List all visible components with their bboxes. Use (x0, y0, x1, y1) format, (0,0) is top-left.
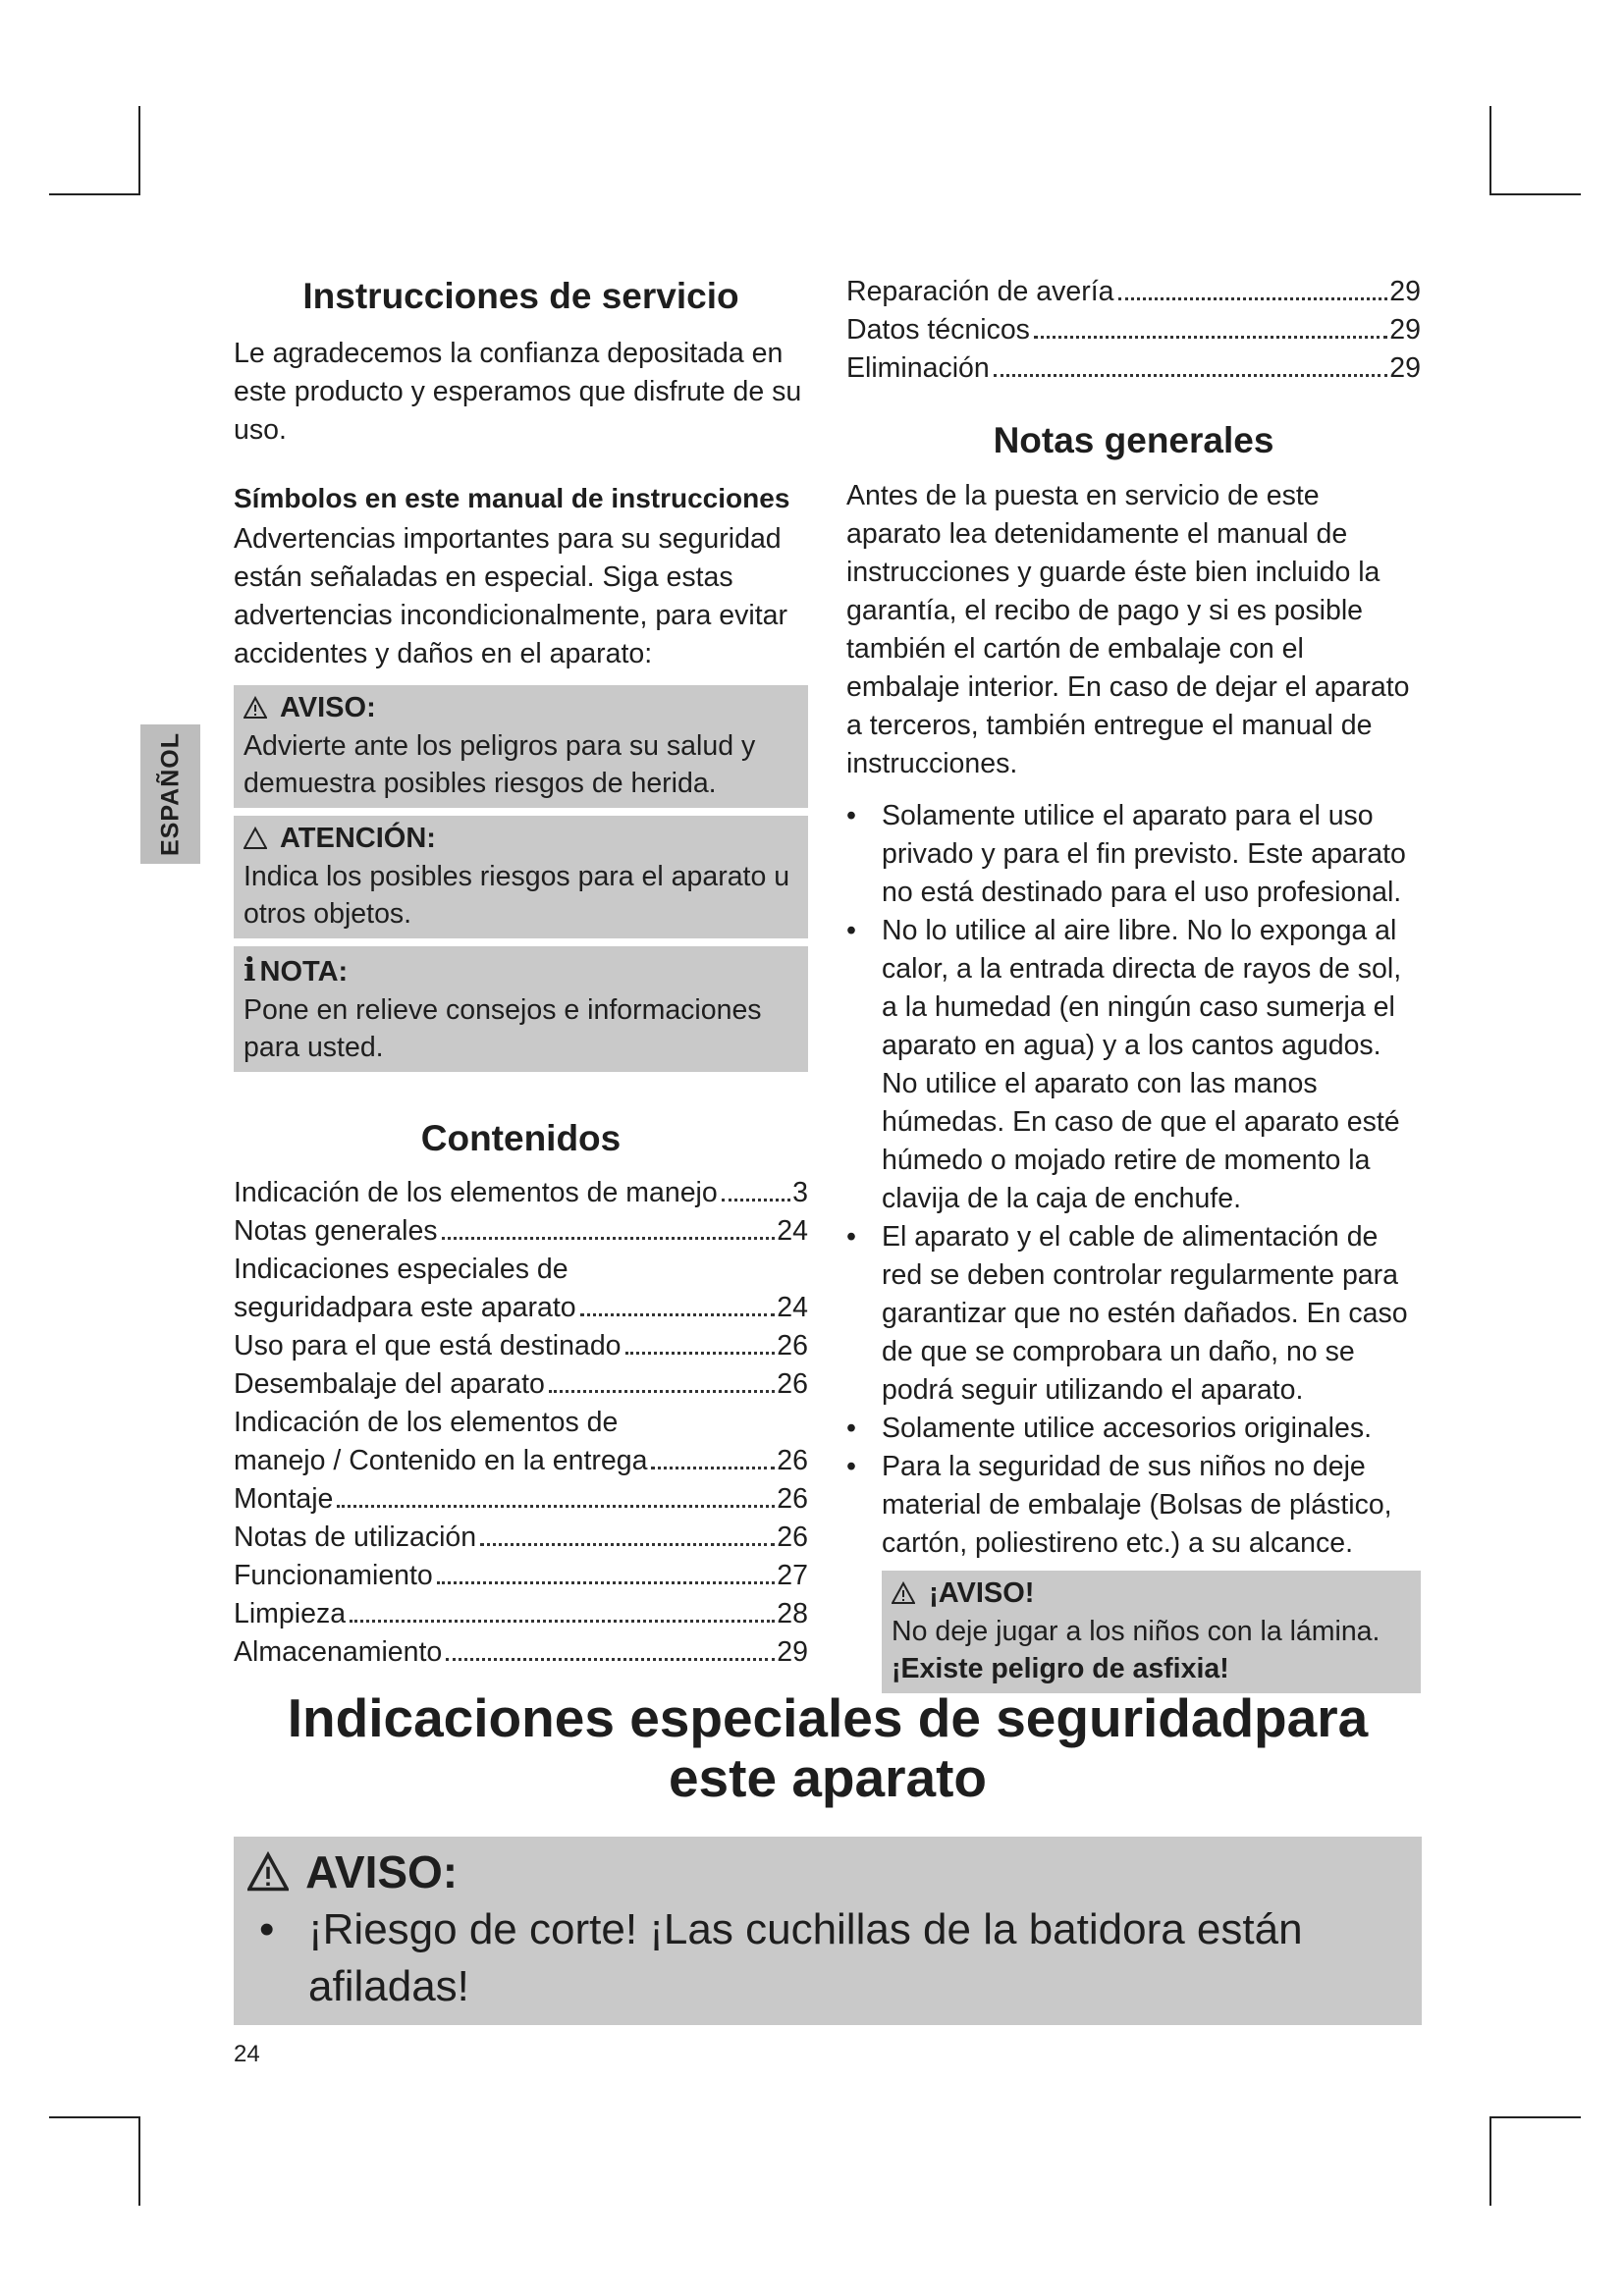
crop-mark-bl-v (138, 2116, 140, 2206)
contents-title: Contenidos (420, 1117, 622, 1158)
safety-title: Indicaciones especiales de seguridadpara este aparato (287, 1687, 1369, 1808)
toc-entry (234, 1557, 808, 1595)
toc-entry-label: Funcionamiento (234, 1560, 433, 1592)
toc-entry (234, 1365, 808, 1404)
toc-entry (234, 1289, 808, 1327)
aviso-box (234, 685, 808, 808)
table-of-contents (234, 1174, 808, 1672)
toc-entry-page: 29 (1389, 314, 1421, 346)
toc-entry-label: manejo / Contenido en la entrega (234, 1445, 648, 1477)
toc-entry-page: 26 (777, 1445, 808, 1477)
toc-leader-dots (994, 374, 1388, 377)
toc-leader-dots (722, 1199, 790, 1201)
toc-entry (846, 273, 1421, 311)
page-number: 24 (234, 2041, 260, 2067)
toc-entry-page: 24 (777, 1292, 808, 1324)
crop-mark-tr-v (1489, 106, 1491, 195)
nota-box-text: Pone en relieve consejos e informaciones para usted. (244, 993, 762, 1063)
notes-bullet-list (846, 797, 1421, 1563)
notes-bullet-item: • Solamente utilice accesorios originales. (846, 1410, 1421, 1448)
toc-entry (234, 1327, 808, 1365)
safety-bullet: • ¡Riesgo de corte! ¡Las cuchillas de la batidora están afiladas! (247, 1901, 1410, 2015)
toc-entry-page: 26 (777, 1522, 808, 1554)
toc-entry-label: Indicaciones especiales de (234, 1254, 568, 1286)
notes-title: Notas generales (993, 420, 1274, 460)
toc-entry (234, 1595, 808, 1633)
toc-entry-page: 29 (777, 1636, 808, 1669)
crop-mark-br-v (1489, 2116, 1491, 2206)
toc-entry-label: Datos técnicos (846, 314, 1030, 346)
symbols-text: Advertencias importantes para su seguridad están señaladas en especial. Siga estas advertencias incondicionalmente, para evitar accidentes y daños en el aparato: (234, 522, 787, 669)
crop-mark-tl-v (138, 106, 140, 195)
toc-entry (234, 1174, 808, 1212)
child-warning-bold: ¡Existe peligro de asfixia! (892, 1652, 1229, 1684)
toc-entry-label: Eliminación (846, 352, 990, 384)
page-title: Instrucciones de servicio (302, 276, 739, 316)
toc-entry (846, 311, 1421, 349)
nota-box-title: i NOTA: (244, 949, 349, 988)
toc-entry-label: Notas de utilización (234, 1522, 477, 1554)
table-of-contents-continued (846, 273, 1421, 388)
toc-leader-dots (446, 1658, 775, 1661)
toc-leader-dots (442, 1237, 776, 1240)
toc-leader-dots (350, 1620, 775, 1623)
notes-bullet-item: • No lo utilice al aire libre. No lo exponga al calor, a la entrada directa de rayos de sol, a la humedad (en ningún caso sumerja el aparato en agua) y a los cantos agudos. No utilice el aparato con las manos húmedas. En caso de que el aparato esté húmedo o mojado retire de momento la clavija de la caja de enchufe. (846, 912, 1421, 1218)
toc-entry-label: Indicación de los elementos de (234, 1407, 619, 1439)
left-column (234, 277, 808, 1672)
symbols-heading: Símbolos en este manual de instrucciones (234, 482, 790, 513)
toc-entry-page: 24 (777, 1215, 808, 1248)
child-warning-text: No deje jugar a los niños con la lámina. ¡Existe peligro de asfixia! (892, 1615, 1380, 1684)
toc-leader-dots (1034, 336, 1387, 339)
warning-triangle-icon (247, 1851, 289, 1893)
toc-entry-page: 27 (777, 1560, 808, 1592)
toc-leader-dots (437, 1581, 776, 1584)
toc-entry-label: Desembalaje del aparato (234, 1368, 545, 1401)
notes-bullet-item: • Para la seguridad de sus niños no deje material de embalaje (Bolsas de plástico, cartón, poliestireno etc.) a su alcance. (846, 1448, 1421, 1563)
child-warning-title: ¡AVISO! (892, 1575, 1411, 1613)
safety-section (234, 1688, 1422, 2025)
crop-mark-bl-h (49, 2116, 140, 2118)
toc-entry-label: Montaje (234, 1483, 334, 1516)
toc-leader-dots (1118, 297, 1388, 300)
info-icon: i (244, 949, 256, 988)
toc-entry (234, 1519, 808, 1557)
toc-entry (234, 1633, 808, 1672)
toc-entry (234, 1251, 808, 1289)
atencion-box (234, 816, 808, 938)
notes-bullet-item: • El aparato y el cable de alimentación de red se deben controlar regularmente para garantizar que no estén dañados. En caso de que se comprobara un daño, no se podrá seguir utilizando el aparato. (846, 1218, 1421, 1410)
caution-triangle-icon (244, 827, 267, 850)
intro-text: Le agradecemos la confianza depositada en este producto y esperamos que disfrute de su uso. (234, 337, 802, 446)
child-warning-box (882, 1571, 1421, 1693)
toc-entry (234, 1442, 808, 1480)
language-tab (140, 724, 200, 864)
notes-bullet-item: • Solamente utilice el aparato para el uso privado y para el fin previsto. Este aparato no está destinado para el uso profesional. (846, 797, 1421, 912)
crop-mark-br-h (1489, 2116, 1581, 2118)
toc-entry-label: Limpieza (234, 1598, 347, 1630)
aviso-box-title: AVISO: (244, 689, 798, 727)
toc-entry-label: Indicación de los elementos de manejo (234, 1177, 718, 1209)
toc-leader-dots (651, 1467, 775, 1469)
toc-leader-dots (549, 1390, 775, 1393)
toc-entry-page: 26 (777, 1368, 808, 1401)
crop-mark-tr-h (1489, 193, 1581, 195)
right-column (846, 277, 1421, 1693)
crop-mark-tl-h (49, 193, 140, 195)
aviso-box-text: Advierte ante los peligros para su salud y demuestra posibles riesgos de herida. (244, 729, 756, 799)
toc-leader-dots (580, 1313, 776, 1316)
toc-leader-dots (337, 1505, 775, 1508)
notes-intro: Antes de la puesta en servicio de este aparato lea detenidamente el manual de instrucciones y guarde éste bien incluido la garantía, el recibo de pago y si es posible también el cartón de embalaje con el embalaje interior. En caso de dejar el aparato a terceros, también entregue el manual de instrucciones. (846, 479, 1410, 779)
toc-entry (846, 349, 1421, 388)
warning-triangle-icon (892, 1581, 915, 1605)
toc-entry (234, 1404, 808, 1442)
atencion-box-title: ATENCIÓN: (244, 820, 798, 858)
atencion-box-text: Indica los posibles riesgos para el aparato u otros objetos. (244, 860, 790, 930)
warning-triangle-icon (244, 696, 267, 720)
safety-aviso-title: AVISO: (247, 1842, 1410, 1901)
toc-entry-label: seguridadpara este aparato (234, 1292, 576, 1324)
toc-entry-label: Uso para el que está destinado (234, 1330, 622, 1362)
toc-entry-page: 28 (777, 1598, 808, 1630)
toc-entry (234, 1480, 808, 1519)
toc-entry (234, 1212, 808, 1251)
toc-leader-dots (625, 1352, 776, 1355)
toc-entry-label: Almacenamiento (234, 1636, 443, 1669)
toc-leader-dots (480, 1543, 775, 1546)
language-tab-label: ESPAÑOL (156, 732, 184, 856)
toc-entry-label: Notas generales (234, 1215, 438, 1248)
toc-entry-page: 29 (1389, 276, 1421, 307)
nota-box (234, 946, 808, 1072)
toc-entry-page: 26 (777, 1483, 808, 1516)
toc-entry-label: Reparación de avería (846, 276, 1114, 307)
toc-entry-page: 29 (1389, 352, 1421, 384)
toc-entry-page: 3 (792, 1177, 808, 1209)
safety-aviso-box (234, 1837, 1422, 2025)
toc-entry-page: 26 (777, 1330, 808, 1362)
